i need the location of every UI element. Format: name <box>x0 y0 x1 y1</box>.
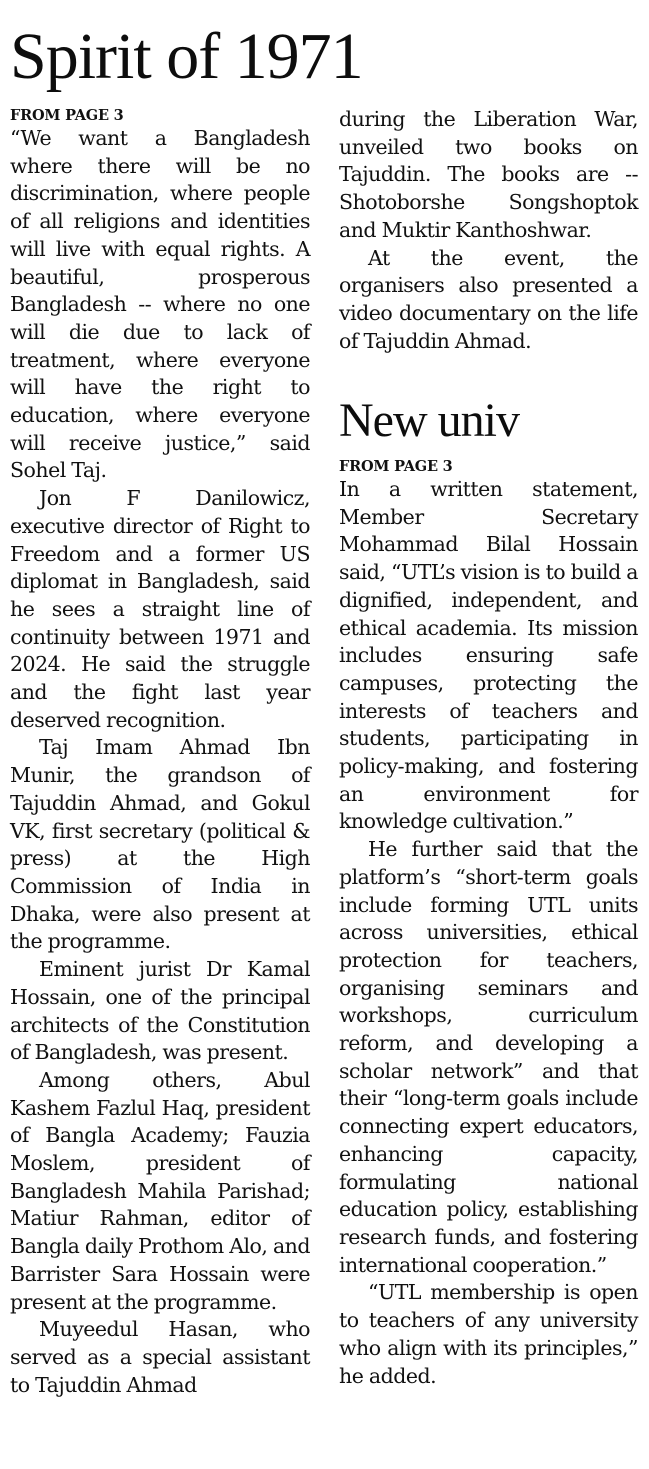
article-paragraph: during the Liberation War, unveiled two books on Tajuddin. The books are -- Shotoborshe Songshoptok and Muktir Kanthoshwar. <box>339 107 638 242</box>
kicker-from-page-3: FROM PAGE 3 <box>339 458 453 475</box>
article-paragraph: He further said that the platform’s “short-term goals include forming UTL units across universities, ethical protection for teachers, organising seminars and workshops, curriculum reform, and developing a scholar network” and that their “long-term goals include connecting expert educators, enhancing capacity, formulating national education policy, establishing research funds, and fostering international cooperation.” <box>339 837 638 1277</box>
article-paragraph: Muyeedul Hasan, who served as a special assistant to Tajuddin Ahmad <box>10 1317 310 1397</box>
article-paragraph: “UTL membership is open to teachers of any university who align with its principles,” he added. <box>339 1280 638 1388</box>
kicker-from-page-3: FROM PAGE 3 <box>10 107 124 124</box>
article-paragraph: “We want a Bangladesh where there will be no discrimination, where people of all religions and identities will live with equal rights. A beautiful, prosperous Bangladesh -- where no one will die due to lack of treatment, where everyone will have the right to education, where everyone will receive justice,” said Sohel Taj. <box>10 126 310 483</box>
headline-spirit-of-1971: Spirit of 1971 <box>10 20 363 93</box>
article-new-univ <box>339 458 638 1390</box>
article-paragraph: Taj Imam Ahmad Ibn Munir, the grandson of Tajuddin Ahmad, and Gokul VK, first secretary (political & press) at the High Commission of India in Dhaka, were also present at the programme. <box>10 735 310 954</box>
article-paragraph: Jon F Danilowicz, executive director of Right to Freedom and a former US diplomat in Bangladesh, said he sees a straight line of continuity between 1971 and 2024. He said the struggle and the fight last year deserved recognition. <box>10 486 310 732</box>
article-paragraph: Among others, Abul Kashem Fazlul Haq, president of Bangla Academy; Fauzia Moslem, president of Bangladesh Mahila Parishad; Matiur Rahman, editor of Bangla daily Prothom Alo, and Barrister Sara Hossain were present at the programme. <box>10 1067 310 1314</box>
article-paragraph: In a written statement, Member Secretary Mohammad Bilal Hossain said, “UTL’s vision is to build a dignified, independent, and ethical academia. Its mission includes ensuring safe campuses, protecting the interests of teachers and students, participating in policy-making, and fostering an environment for knowledge cultivation.” <box>339 477 638 834</box>
article-continuation <box>339 106 638 355</box>
headline-new-univ: New univ <box>339 394 519 447</box>
article-paragraph: At the event, the organisers also presented a video documentary on the life of Tajuddin Ahmad. <box>339 245 638 353</box>
left-column <box>10 107 310 1399</box>
article-paragraph: Eminent jurist Dr Kamal Hossain, one of the principal architects of the Constitution of Bangladesh, was present. <box>10 957 310 1065</box>
